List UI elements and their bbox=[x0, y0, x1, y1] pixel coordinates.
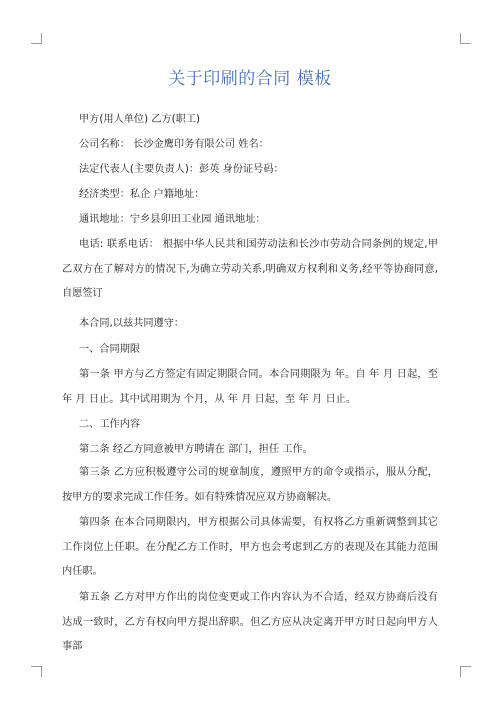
crop-mark-top-right bbox=[460, 33, 471, 44]
article-5-paragraph: 第五条 乙方对甲方作出的岗位变更或工作内容认为不合适，经双方协商后没有达成一致时，乙方有权向甲方提出辞职。但乙方应从决定离开甲方时日起向甲方人事部 bbox=[62, 592, 438, 652]
address-line: 通讯地址：宁乡县卯田工业园 通讯地址： bbox=[79, 214, 266, 225]
article-2-line: 第二条 经乙方同意被甲方聘请在 部门，担任 工作。 bbox=[79, 444, 313, 455]
preamble-paragraph: 电话: 联系电话： 根据中华人民共和国劳动法和长沙市劳动合同条例的规定,甲乙双方在了解对方的情况下,为确立劳动关系,明确双方权利和义务,经平等协商同意,自愿签订 bbox=[62, 239, 438, 299]
economic-type-line: 经济类型：私企 户籍地址： bbox=[79, 189, 205, 200]
document-title: 关于印刷的合同 模板 bbox=[168, 69, 332, 89]
representative-line: 法定代表人(主要负责人)：彭英 身份证号码： bbox=[79, 164, 284, 175]
crop-mark-top-left bbox=[31, 33, 42, 44]
section-heading-term: 一、合同期限 bbox=[79, 344, 141, 355]
article-1-paragraph: 第一条 甲方与乙方签定有固定期限合同。本合同期限为 年。自 年 月 日起，至 年 月 日止。其中试用期为 个月，从 年 月 日起，至 年 月 日止。 bbox=[62, 369, 438, 405]
party-line: 甲方(用人单位) 乙方(职工) bbox=[79, 114, 201, 125]
article-3-paragraph: 第三条 乙方应积极遵守公司的规章制度，遵照甲方的命令或指示，服从分配，按甲方的要求完成工作任务。如有特殊情况应双方协商解决。 bbox=[62, 467, 438, 503]
article-4-paragraph: 第四条 在本合同期限内，甲方根据公司具体需要，有权将乙方重新调整到其它工作岗位上任职。在分配乙方工作时，甲方也会考虑到乙方的表现及在其能力范围内任职。 bbox=[62, 517, 438, 577]
section-heading-work: 二、工作内容 bbox=[79, 419, 141, 430]
crop-mark-bottom-right bbox=[460, 666, 471, 677]
crop-mark-bottom-left bbox=[31, 666, 42, 677]
intro-line: 本合同,以兹共同遵守： bbox=[79, 318, 185, 329]
company-line: 公司名称： 长沙金鹰印务有限公司 姓名： bbox=[79, 139, 269, 150]
